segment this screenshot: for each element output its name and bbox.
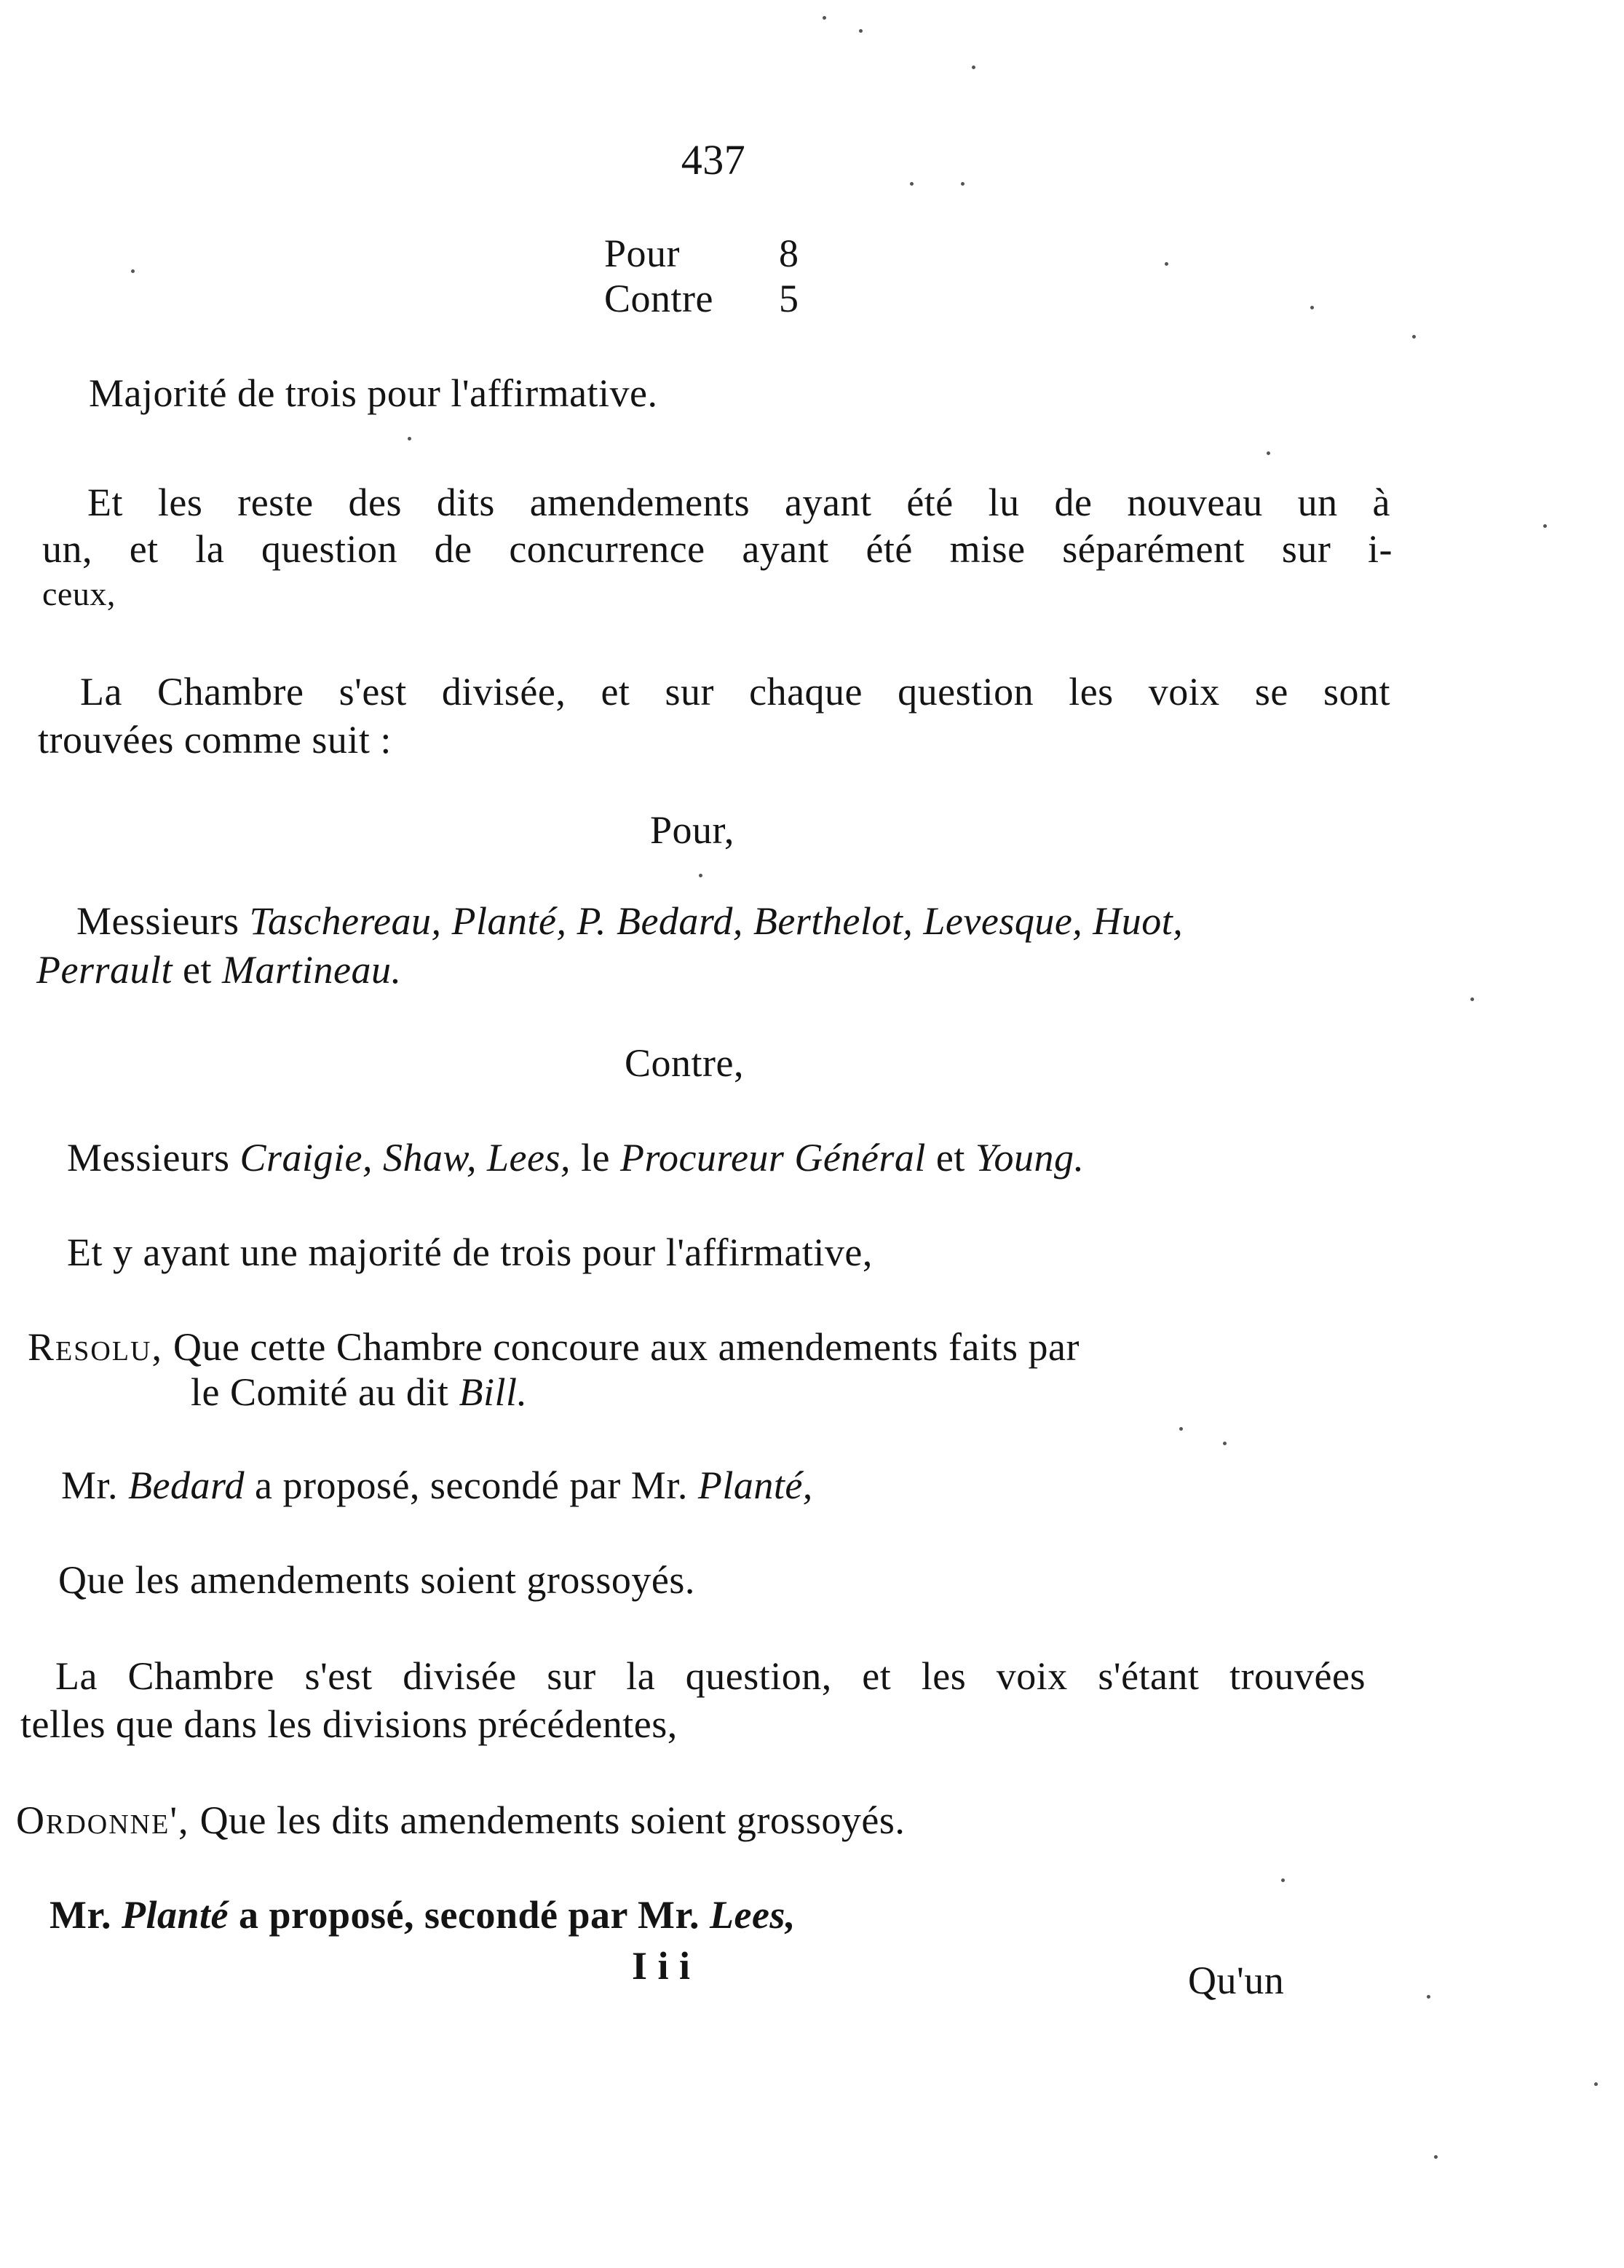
motion-1-middle: a proposé, secondé par Mr.	[255, 1463, 688, 1507]
resolu-line-2	[191, 1370, 527, 1414]
tally-contre-value: 5	[779, 277, 799, 320]
motion-1-mr: Mr.	[61, 1463, 119, 1507]
resolu-label: Resolu,	[28, 1325, 163, 1369]
majority-paragraph: Et y ayant une majorité de trois pour l'affirmative,	[67, 1230, 873, 1274]
motion-1-seconder: Planté,	[697, 1463, 813, 1507]
grossoyes-paragraph: Que les amendements soient grossoyés.	[58, 1558, 695, 1602]
tally-pour-label: Pour	[604, 232, 681, 275]
motion-2	[49, 1893, 796, 1937]
page-number: 437	[681, 136, 746, 183]
motion-2-middle: a proposé, secondé par Mr.	[238, 1893, 700, 1937]
pour-name-martineau: Martineau.	[221, 948, 402, 992]
chambre-line-2: trouvées comme suit :	[38, 718, 392, 762]
tally-pour	[604, 232, 823, 275]
pour-et: et	[183, 948, 212, 992]
pour-names-line-2	[36, 948, 401, 992]
ordonne-line	[16, 1798, 905, 1842]
motion-1	[61, 1463, 813, 1507]
catchword: Qu'un	[1188, 1959, 1285, 2002]
pour-name-perrault: Perrault	[36, 948, 173, 992]
motion-2-proposer: Planté	[121, 1893, 229, 1937]
contre-le: le	[580, 1136, 610, 1180]
pour-heading: Pour,	[650, 808, 734, 852]
signature-mark: I i i	[632, 1944, 691, 1988]
reste-line-1: Et les reste des dits amendements ayant été lu de nouveau un à	[87, 481, 1390, 524]
majorite-paragraph: Majorité de trois pour l'affirmative.	[89, 371, 658, 415]
division-line-2: telles que dans les divisions précédentes,	[20, 1702, 678, 1746]
contre-procureur: Procureur Général	[619, 1136, 926, 1180]
contre-prefix: Messieurs	[67, 1136, 230, 1180]
pour-names-1: Taschereau, Planté, P. Bedard, Berthelot, Levesque, Huot,	[249, 899, 1184, 943]
tally-contre-label: Contre	[604, 277, 713, 320]
tally-pour-value: 8	[779, 232, 799, 275]
contre-et: et	[935, 1136, 965, 1180]
chambre-line-1: La Chambre s'est divisée, et sur chaque question les voix se sont	[80, 670, 1390, 714]
reste-line-2: un, et la question de concurrence ayant été mise séparément sur i-	[42, 527, 1393, 571]
resolu-text-2: le Comité au dit	[191, 1370, 449, 1414]
pour-names-line-1	[76, 899, 1394, 943]
tally-contre	[604, 277, 823, 320]
resolu-text-1: Que cette Chambre concoure aux amendements faits par	[173, 1325, 1080, 1369]
division-line-1: La Chambre s'est divisée sur la question, et les voix s'étant trouvées	[55, 1654, 1366, 1698]
motion-1-proposer: Bedard	[128, 1463, 245, 1507]
ordonne-label: Ordonne',	[16, 1798, 190, 1842]
pour-prefix: Messieurs	[76, 899, 239, 943]
reste-line-3: ceux,	[42, 575, 116, 612]
resolu-line-1	[28, 1325, 1080, 1369]
contre-heading: Contre,	[625, 1041, 744, 1085]
ordonne-text: Que les dits amendements soient grossoyés.	[199, 1798, 906, 1842]
contre-young: Young.	[975, 1136, 1085, 1180]
motion-2-mr: Mr.	[49, 1893, 111, 1937]
motion-2-seconder: Lees,	[710, 1893, 796, 1937]
contre-names: Craigie, Shaw, Lees,	[239, 1136, 571, 1180]
contre-names-line	[67, 1136, 1084, 1180]
resolu-bill: Bill.	[459, 1370, 528, 1414]
